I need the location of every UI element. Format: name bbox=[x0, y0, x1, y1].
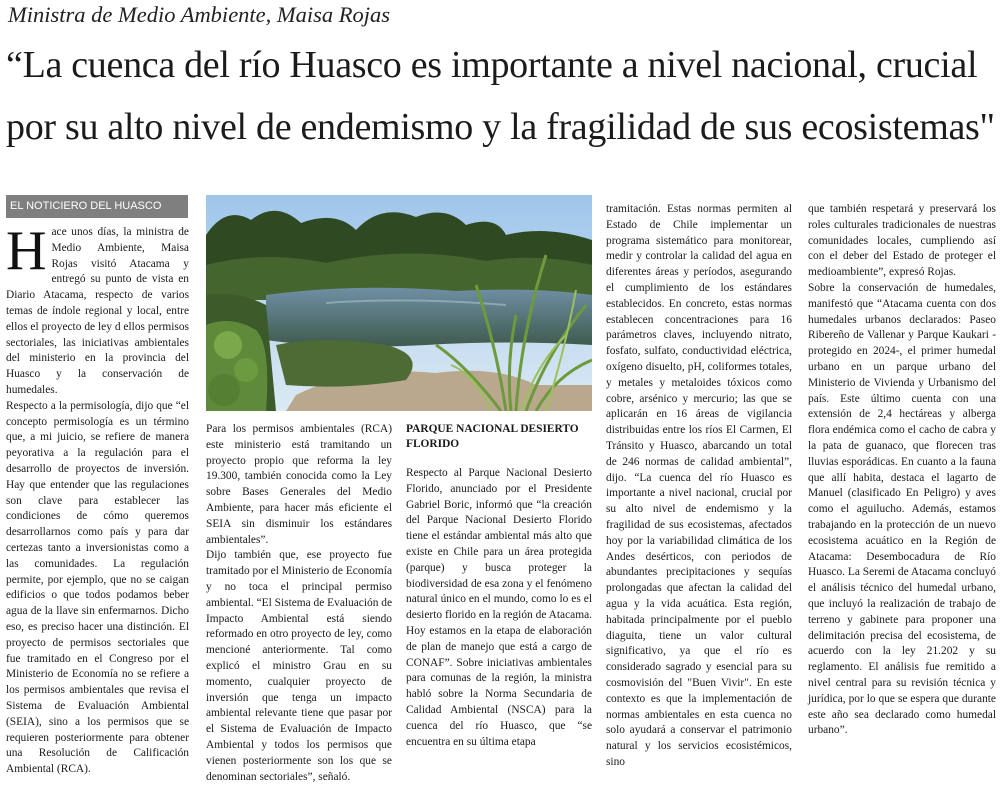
column-5 bbox=[808, 202, 996, 739]
column-2 bbox=[206, 422, 392, 785]
drop-cap: H bbox=[6, 220, 47, 282]
paragraph: tramitación. Estas normas permiten al Estado de Chile implementar un programa sistemático para monitorear, medir y controlar la calidad del agua en diferentes áreas y períodos, asegurando el cumplimiento de los estándares establecidos. En concreto, estas normas establecen concentraciones para 16 parámetros claves, incluyendo nitrato, fosfato, sulfato, conductividad eléctrica, oxígeno disuelto, pH, coliformes totales, y metales y metaloides tóxicos como cobre, arsénico y mercurio; las que se aplicarán en 16 áreas de vigilancia distribuidas entre los ríos El Carmen, El Tránsito y Huasco, abarcando un total de 246 normas de calidad ambiental”, dijo. “La cuenca del río Huasco es importante a nivel nacional, crucial por su alto nivel de endemismo y la fragilidad de sus ecosistemas, afectados hoy por la variabilidad climática de los Andes desérticos, con periodos de abundantes precipitaciones y sequías prolongadas que afectan la calidad del agua y la vida acuática. Esta región, habitada principalmente por el pueblo diaguita, tiene un valor cultural significativo, ya que el río es considerado sagrado y esencial para su cosmovisión del "Buen Vivir". En este contexto es que la implementación de normas ambientales en esta cuenca no solo ayudará a conservar el patrimonio natural y los servicios ecosistémicos, sino bbox=[606, 203, 792, 768]
column-3 bbox=[406, 422, 592, 750]
paragraph: Sobre la conservación de humedales, manifestó que “Atacama cuenta con dos humedales urbanos declarados: Paseo Ribereño de Vallenar y Parque Kaukari -protegido en 2024-, el primer humedal urbano en un parque urbano del Ministerio de Vivienda y Urbanismo del país. Este último cuenta con una extensión de 2,4 hectáreas y alberga flora endémica como el cacho de cabra y la pata de guanaco, que florecen tras lluvias esporádicas. En cuanto a la fauna que allí habita, destaca el lagarto de Manuel (clasificado En Peligro) y aves como el aguilucho. Además, estamos trabajando en la protección de un nuevo ecosistema acuático en la Región de Atacama: Desembocadura de Río Huasco. La Seremi de Atacama concluyó el análisis técnico del humedal urbano, que incluyó la realización de trabajo de terreno y gabinete para proponer una delimitación precisa del ecosistema, de acuerdo con la ley 21.202 y su reglamento. El análisis fue remitido a nivel central para su revisión técnica y jurídica, por lo que se espera que durante este año sea declarado como humedal urbano”. bbox=[808, 281, 996, 737]
headline: “La cuenca del río Huasco es importante a nivel nacional, crucial por su alto nivel de endemismo y la fragilidad de sus ecosistemas" bbox=[6, 44, 995, 148]
section-tag: EL NOTICIERO DEL HUASCO bbox=[6, 195, 188, 218]
paragraph: ace unos días, la ministra de Medio Ambiente, Maisa Rojas visitó Atacama y entregó su punto de vista en Diario Atacama, respecto de varios temas de índole regional y local, entre ellos el proyecto de ley d ellos permisos sectoriales, las iniciativas ambientales del ministerio en la provincia del Huasco y la conservación de humedales. bbox=[6, 226, 189, 396]
subheading: PARQUE NACIONAL DESIERTO FLORIDO bbox=[406, 423, 579, 450]
paragraph: Dijo también que, ese proyecto fue tramitado por el Ministerio de Economía y no toca el principal permiso ambiental. “El Sistema de Evaluación de Impacto Ambiental está siendo reformado en otro proyecto de ley, como mencioné anteriormente. Tal como explicó el ministro Grau en su momento, cualquier proyecto de inversión que tenga un impacto ambiental relevante tiene que pasar por el Sistema de Evaluación de Impacto Ambiental y todos los permisos que vienen posteriormente son los que se denominan sectoriales”, señaló. bbox=[206, 549, 392, 783]
paragraph: Respecto a la permisología, dijo que “el concepto permisología es un término que, a mi juicio, se refiere de manera peyorativa a la regulación para el desarrollo de proyectos de inversión. Hay que entender que las regulaciones son clave para establecer las condiciones de cómo queremos desarrollarnos como país y para dar certezas tanto a inversionistas como a las comunidades. La regulación permite, por ejemplo, que no se caigan edificios o que todos podamos beber agua de la llave sin enfermarnos. Dicho eso, es preciso hacer una distinción. El proyecto de permisos sectoriales que fue tramitado en el Congreso por el Ministerio de Economía no se refiere a los permisos ambientales que revisa el Sistema de Evaluación Ambiental (SEIA), sino a los permisos que se requieren posteriormente para obtener una Resolución de Calificación Ambiental (RCA). bbox=[6, 399, 189, 776]
paragraph: que también respetará y preservará los roles culturales tradicionales de nuestras comunidades locales, cumpliendo así con el deber del Estado de proteger el medioambiente”, expresó Rojas. bbox=[808, 203, 996, 279]
kicker: Ministra de Medio Ambiente, Maisa Rojas bbox=[8, 2, 391, 27]
column-4 bbox=[606, 202, 792, 771]
paragraph: Respecto al Parque Nacional Desierto Florido, anunciado por el Presidente Gabriel Boric, informó que “la creación del Parque Nacional Desierto Florido tiene el estándar ambiental más alto que existe en Chile para un área protegida (parque) y busca proteger la biodiversidad de esa zona y el fenómeno natural único en el mundo, como lo es el desierto florido en la región de Atacama. Hoy estamos en la etapa de elaboración de plan de manejo que está a cargo de CONAF”. Sobre iniciativas ambientales para comunas de la región, la ministra habló sobre la Norma Secundaria de Calidad Ambiental (NSCA) para la cuenca del río Huasco, que “se encuentra en su última etapa bbox=[406, 467, 592, 748]
paragraph: Para los permisos ambientales (RCA) este ministerio está tramitando un proyecto propio que reforma la ley 19.300, también conocida como la Ley sobre Bases Generales del Medio Ambiente, para hacer más eficiente el SEIA sin disminuir los estándares ambientales”. bbox=[206, 423, 392, 546]
wetland-photo bbox=[206, 195, 592, 411]
column-1 bbox=[6, 220, 189, 778]
